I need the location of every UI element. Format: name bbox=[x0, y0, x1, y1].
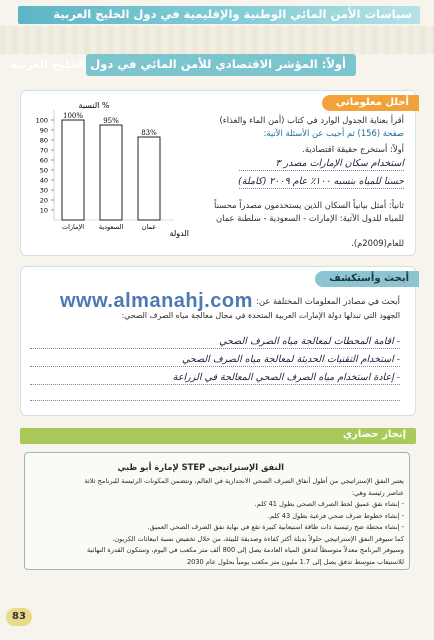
bar-chart bbox=[24, 100, 194, 240]
achievement-line: - إنشاء نفق عميق لخط الصرف الصحي بطول 41 كلم. bbox=[254, 500, 404, 508]
analyze-intro-2: صفحة (156) ثم أجيب عن الأسئلة الآتية: bbox=[263, 128, 404, 138]
answer-line bbox=[30, 400, 400, 401]
achievement-line: للاستيعاب متوسط تدفق يصل إلى 1.7 مليون متر مكعب يومياً بحلول عام 2030 bbox=[186, 557, 404, 566]
question-1: أولاً: أستخرج حقيقة اقتصادية. bbox=[302, 144, 404, 154]
explore-answer-3: - إعادة استخدام مياه الصرف الصحي المعالجة في الزراعة bbox=[172, 372, 400, 383]
explore-answer-2: - استخدام التقنيات الحديثة لمعالجة مياه الصرف الصحي bbox=[182, 354, 400, 365]
answer-line bbox=[239, 170, 404, 171]
answer-1-line-2: حسنا للمياه بنسبه ١٠٠٪ عام ٢٠٠٩ (كاملة) bbox=[238, 176, 404, 187]
bar-data-label: 83% bbox=[141, 129, 157, 137]
bar bbox=[62, 120, 84, 220]
site-watermark: www.almanahj.com bbox=[60, 290, 253, 312]
category-label: عمان bbox=[141, 223, 157, 231]
bar-data-label: 100% bbox=[62, 112, 84, 120]
category-label: الإمارات bbox=[61, 223, 85, 231]
chart-grid bbox=[54, 110, 174, 220]
y-tick-label: 70 bbox=[39, 146, 48, 155]
y-tick-label: 90 bbox=[39, 126, 48, 135]
answer-line bbox=[239, 188, 404, 189]
bar bbox=[100, 125, 122, 220]
chart-ylabel: النسبة % bbox=[78, 101, 110, 110]
answer-1-line-1: استخدام سكان الإمارات مصدر ٣ bbox=[275, 158, 404, 169]
achievement-line: يعتبر النفق الإستراتيجي من أطول أنفاق الصرف الصحي الانحدارية في العالم، وتتضمن المكونات الرئيسة للبرنامج ثلاثة bbox=[84, 477, 404, 485]
explore-tab: أبحث وأستكشف bbox=[315, 271, 419, 287]
analyze-intro-1: أقرأ بعناية الجدول الوارد في كتاب (أمن الماء والغذاء) bbox=[219, 115, 404, 125]
chapter-title: سياسات الأمن المائي الوطنية والإقليمية في دول الخليج العربية bbox=[53, 7, 412, 21]
achievement-banner bbox=[20, 428, 416, 444]
explore-line-2: الجهود التي تبذلها دولة الإمارات العربية المتحدة في مجال معالجة مياه الصرف الصحي: bbox=[121, 311, 400, 320]
category-label: السعودية bbox=[98, 223, 124, 231]
y-tick-label: 100 bbox=[35, 116, 48, 125]
section-title: أولاً: المؤشر الاقتصادي للأمن المائي في دول الخليج العربية bbox=[10, 57, 346, 71]
y-tick-label: 10 bbox=[39, 206, 48, 215]
analyze-tab: أحلل معلوماتي bbox=[322, 95, 419, 111]
chapter-header bbox=[18, 6, 420, 24]
y-tick-label: 30 bbox=[39, 186, 48, 195]
explore-answer-1: - اقامة المحطات لمعالجة مياه الصرف الصحي bbox=[219, 336, 400, 347]
achievement-line: - إنشاء محطة ضخ رئيسية ذات طاقة استيعابية كبيرة تقع في نهاية نفق الصرف الصحي العميق. bbox=[147, 523, 404, 531]
decorative-stripe bbox=[0, 26, 434, 54]
y-tick-label: 80 bbox=[39, 136, 48, 145]
bar bbox=[138, 137, 160, 220]
y-tick-label: 40 bbox=[39, 176, 48, 185]
question-2-line-1: ثانياً: أمثل بيانياً السكان الذين يستخدمون مصدراً محسناً bbox=[214, 200, 404, 210]
achievement-tab: إنجاز حضاري bbox=[342, 429, 406, 440]
y-tick-label: 60 bbox=[39, 156, 48, 165]
section-banner bbox=[10, 54, 356, 76]
achievement-title: النفق الإستراتيجي STEP لإمارة أبو ظبي bbox=[117, 462, 284, 472]
explore-line-1: أبحث في مصادر المعلومات المختلفة عن: bbox=[256, 296, 400, 306]
y-tick-label: 50 bbox=[39, 166, 48, 175]
achievement-line: وسيوفر البرنامج معدلاً متوسطاً لتدفق المياه العادمة يصل إلى 800 ألف متر مكعب في اليوم، وستكون القدرة النهائية bbox=[86, 546, 404, 554]
question-2-line-2: للمياه للدول الآتية: الإمارات - السعودية - سلطنة عمان bbox=[216, 213, 404, 223]
page-number: 83 bbox=[6, 608, 32, 626]
achievement-line: عناصر رئيسة وهي: bbox=[351, 488, 404, 497]
answer-line bbox=[30, 366, 400, 367]
question-2-line-3: للعام(2009م). bbox=[351, 238, 404, 248]
bar-data-label: 95% bbox=[103, 117, 119, 125]
answer-line bbox=[30, 348, 400, 349]
chart-xlabel: الدولة bbox=[169, 229, 189, 238]
achievement-line: - إنشاء خطوط صرف صحي فرعية بطول 43 كلم. bbox=[267, 511, 404, 520]
achievement-line: كما سيوفر النفق الإستراتيجي حلولاً بديلة أكثر كفاءة وصديقة للبيئة، من خلال تخفيض نسبة انبعاثات الكربون. bbox=[112, 534, 404, 543]
answer-line bbox=[30, 384, 400, 385]
y-tick-label: 20 bbox=[39, 196, 48, 205]
